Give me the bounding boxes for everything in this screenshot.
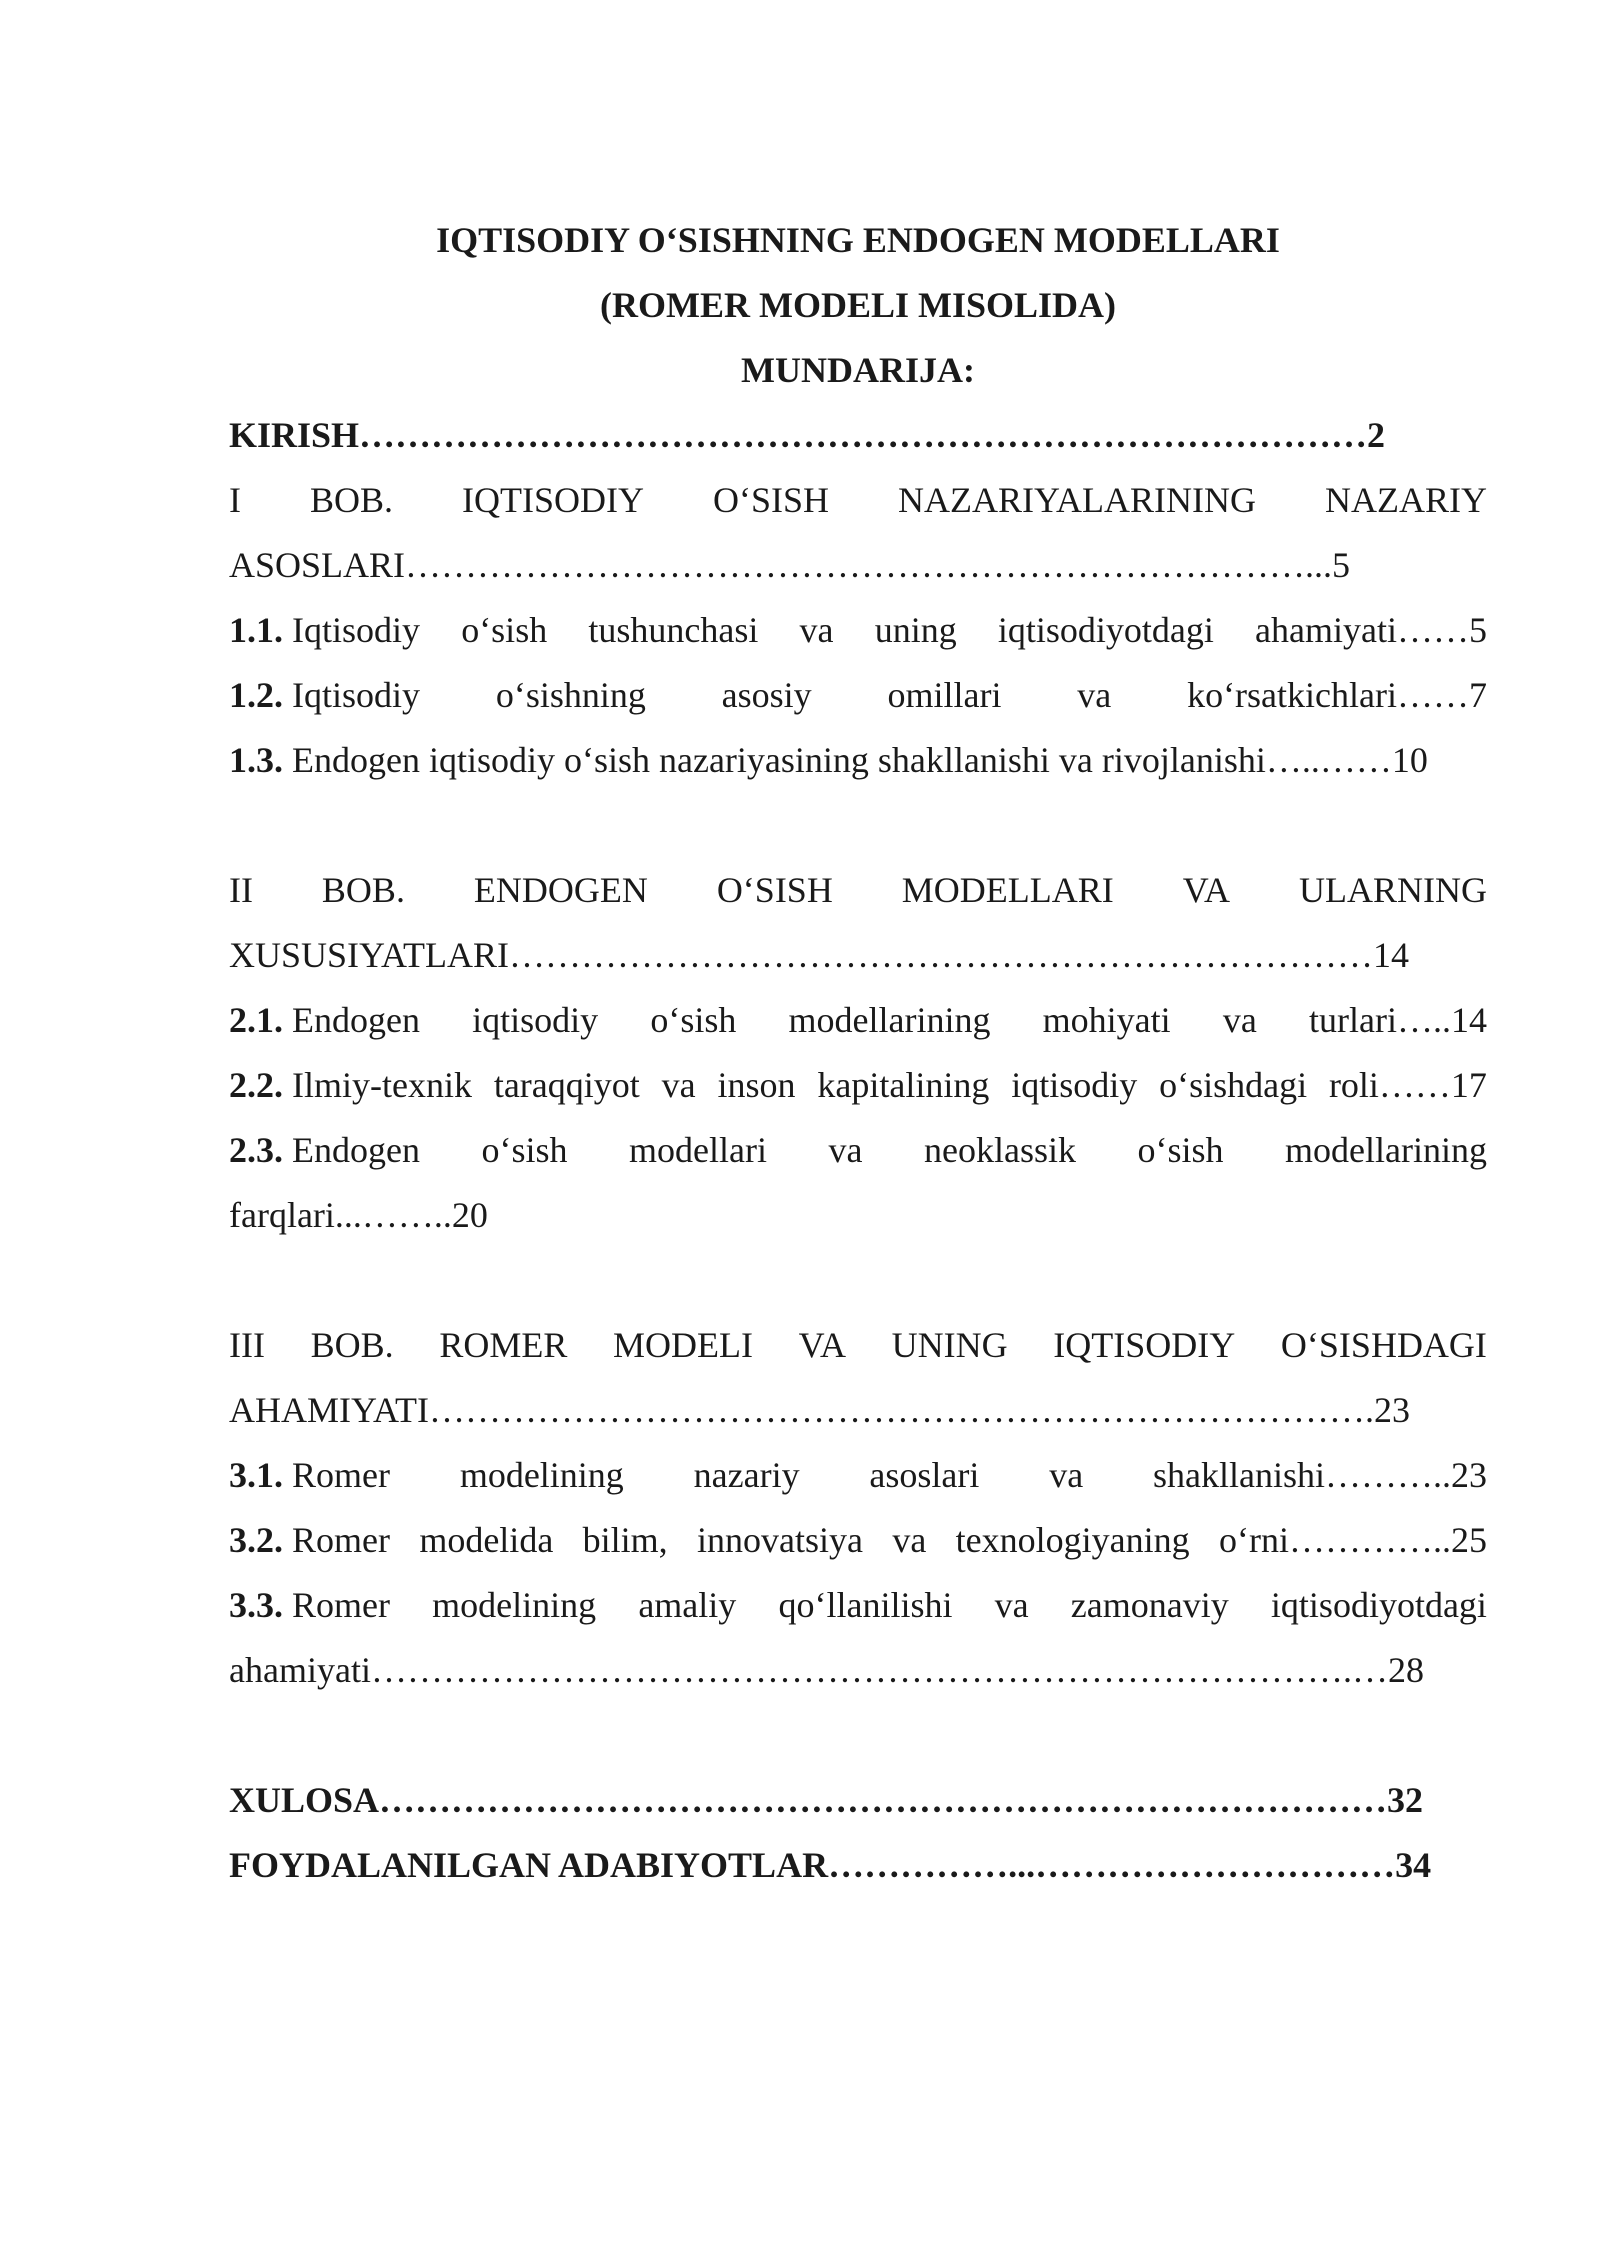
toc-entry-adabiyotlar: FOYDALANILGAN ADABIYOTLAR……………...…………………………34 bbox=[229, 1845, 1432, 1885]
section-word: o‘sish bbox=[1137, 1130, 1224, 1170]
section-word: neoklassik bbox=[923, 1130, 1076, 1170]
section-word: nazariy bbox=[693, 1455, 800, 1495]
section-word: shakllanishi………..23 bbox=[1153, 1455, 1487, 1495]
chapter-1-heading bbox=[229, 468, 1487, 533]
section-word: va bbox=[661, 1065, 696, 1105]
section-word: modelining bbox=[432, 1585, 597, 1625]
toc-entry-text bbox=[229, 1508, 390, 1573]
toc-entry-text bbox=[229, 1573, 390, 1638]
toc-entry-1-3 bbox=[229, 728, 1487, 793]
toc-entry-2-3 bbox=[229, 1118, 1487, 1183]
section-word: qo‘llanilishi bbox=[778, 1585, 953, 1625]
section-word: modelining bbox=[459, 1455, 624, 1495]
section-word: Romer bbox=[292, 1455, 390, 1495]
section-word: Iqtisodiy bbox=[292, 675, 421, 715]
toc-entry-text bbox=[229, 1053, 472, 1118]
document-content bbox=[229, 208, 1487, 1898]
chapter-2-word: BOB. bbox=[321, 870, 405, 910]
section-word: mohiyati bbox=[1042, 1000, 1171, 1040]
section-number: 2.3. bbox=[229, 1130, 283, 1170]
chapter-3-word: BOB. bbox=[310, 1325, 394, 1365]
section-title: Endogen iqtisodiy o‘sish nazariyasining shakllanishi va rivojlanishi…..……10 bbox=[283, 740, 1428, 780]
section-word: asoslari bbox=[869, 1455, 980, 1495]
section-number: 2.1. bbox=[229, 1000, 283, 1040]
section-number: 3.1. bbox=[229, 1455, 283, 1495]
section-word: roli……17 bbox=[1328, 1065, 1487, 1105]
section-number: 2.2. bbox=[229, 1065, 283, 1105]
chapter-2-word: ULARNING bbox=[1298, 870, 1487, 910]
section-word: o‘sish bbox=[461, 610, 548, 650]
section-word: modellari bbox=[629, 1130, 767, 1170]
section-word: iqtisodiyotdagi bbox=[997, 610, 1214, 650]
section-word: o‘sish bbox=[481, 1130, 568, 1170]
chapter-2-word: ENDOGEN bbox=[473, 870, 648, 910]
chapter-2-word: II bbox=[229, 870, 253, 910]
section-word: va bbox=[1049, 1455, 1084, 1495]
toc-entry-text bbox=[229, 598, 420, 663]
toc-entry-1-1 bbox=[229, 598, 1487, 663]
section-word: innovatsiya bbox=[697, 1520, 863, 1560]
toc-entry-text bbox=[229, 1118, 420, 1183]
chapter-2-heading bbox=[229, 858, 1487, 923]
toc-entry-3-3-continued: ahamiyati……………………………………………………………………….…28 bbox=[229, 1650, 1424, 1690]
section-word: tushunchasi bbox=[588, 610, 759, 650]
toc-entry-2-2 bbox=[229, 1053, 1487, 1118]
section-word: o‘sish bbox=[650, 1000, 737, 1040]
section-word: va bbox=[828, 1130, 863, 1170]
section-word: texnologiyaning bbox=[955, 1520, 1190, 1560]
spacer bbox=[229, 1248, 1487, 1313]
section-word: o‘sishning bbox=[495, 675, 646, 715]
section-word: Romer bbox=[292, 1585, 390, 1625]
document-title: IQTISODIY O‘SISHNING ENDOGEN MODELLARI bbox=[436, 220, 1280, 260]
spacer bbox=[229, 793, 1487, 858]
section-word: Endogen bbox=[292, 1000, 420, 1040]
section-word: asosiy bbox=[721, 675, 812, 715]
section-word: modellarining bbox=[788, 1000, 991, 1040]
chapter-3-heading bbox=[229, 1313, 1487, 1378]
section-word: va bbox=[799, 610, 834, 650]
toc-entry-text bbox=[229, 663, 420, 728]
section-word: iqtisodiy bbox=[1011, 1065, 1138, 1105]
section-word: turlari…..14 bbox=[1309, 1000, 1487, 1040]
section-word: zamonaviy bbox=[1070, 1585, 1229, 1625]
section-word: ahamiyati……5 bbox=[1255, 610, 1487, 650]
chapter-3-word: III bbox=[229, 1325, 265, 1365]
section-word: iqtisodiyotdagi bbox=[1270, 1585, 1487, 1625]
section-word: kapitalining bbox=[817, 1065, 990, 1105]
toc-entry-kirish: KIRISH…………………………………………………………………………2 bbox=[229, 415, 1386, 455]
chapter-1-heading-continued: ASOSLARI…………………………………………………………………...5 bbox=[229, 545, 1351, 585]
section-word: Romer bbox=[292, 1520, 390, 1560]
section-number: 1.3. bbox=[229, 740, 283, 780]
chapter-3-word: O‘SISHDAGI bbox=[1280, 1325, 1487, 1365]
chapter-2-word: VA bbox=[1182, 870, 1231, 910]
section-word: va bbox=[994, 1585, 1029, 1625]
toc-entry-text bbox=[229, 1443, 390, 1508]
chapter-3-word: VA bbox=[798, 1325, 846, 1365]
section-word: o‘rni…………..25 bbox=[1218, 1520, 1487, 1560]
chapter-3-heading-continued: AHAMIYATI…………………………………………………………………….23 bbox=[229, 1390, 1410, 1430]
toc-entry-3-2 bbox=[229, 1508, 1487, 1573]
toc-entry-3-3 bbox=[229, 1573, 1487, 1638]
chapter-3-word: IQTISODIY bbox=[1053, 1325, 1236, 1365]
section-word: inson bbox=[717, 1065, 796, 1105]
section-word: uning bbox=[874, 610, 957, 650]
chapter-1-word: O‘SISH bbox=[713, 480, 830, 520]
section-number: 3.3. bbox=[229, 1585, 283, 1625]
toc-entry-1-2 bbox=[229, 663, 1487, 728]
section-word: Ilmiy-texnik bbox=[292, 1065, 472, 1105]
chapter-1-word: NAZARIY bbox=[1324, 480, 1487, 520]
section-word: omillari bbox=[887, 675, 1002, 715]
chapter-3-word: UNING bbox=[891, 1325, 1008, 1365]
section-word: bilim, bbox=[582, 1520, 668, 1560]
section-word: va bbox=[892, 1520, 927, 1560]
section-word: modelida bbox=[419, 1520, 554, 1560]
section-word: Endogen bbox=[292, 1130, 420, 1170]
section-word: va bbox=[1077, 675, 1112, 715]
chapter-3-word: ROMER bbox=[439, 1325, 568, 1365]
toc-entry-text bbox=[229, 988, 420, 1053]
chapter-2-word: O‘SISH bbox=[716, 870, 833, 910]
section-number: 3.2. bbox=[229, 1520, 283, 1560]
document-subtitle: (ROMER MODELI MISOLIDA) bbox=[599, 285, 1116, 325]
toc-heading: MUNDARIJA: bbox=[741, 350, 975, 390]
toc-entry-2-1 bbox=[229, 988, 1487, 1053]
section-word: va bbox=[1222, 1000, 1257, 1040]
section-word: ko‘rsatkichlari……7 bbox=[1187, 675, 1487, 715]
section-word: modellarining bbox=[1285, 1130, 1487, 1170]
chapter-1-word: IQTISODIY bbox=[462, 480, 644, 520]
toc-entry-2-3-continued: farqlari...……..20 bbox=[229, 1195, 488, 1235]
section-word: Iqtisodiy bbox=[292, 610, 421, 650]
section-word: iqtisodiy bbox=[472, 1000, 599, 1040]
toc-entry-3-1 bbox=[229, 1443, 1487, 1508]
section-word: amaliy bbox=[638, 1585, 737, 1625]
spacer bbox=[229, 1703, 1487, 1768]
section-word: o‘sishdagi bbox=[1159, 1065, 1308, 1105]
chapter-1-word: BOB. bbox=[310, 480, 394, 520]
chapter-1-word: I bbox=[229, 480, 241, 520]
section-word: taraqqiyot bbox=[493, 1065, 640, 1105]
chapter-2-heading-continued: XUSUSIYATLARI………………………………………………………………14 bbox=[229, 935, 1410, 975]
chapter-3-word: MODELI bbox=[613, 1325, 753, 1365]
section-number: 1.1. bbox=[229, 610, 283, 650]
chapter-2-word: MODELLARI bbox=[901, 870, 1114, 910]
chapter-1-word: NAZARIYALARINING bbox=[898, 480, 1256, 520]
section-number: 1.2. bbox=[229, 675, 283, 715]
toc-entry-xulosa: XULOSA…………………………………………………………………………32 bbox=[229, 1780, 1424, 1820]
